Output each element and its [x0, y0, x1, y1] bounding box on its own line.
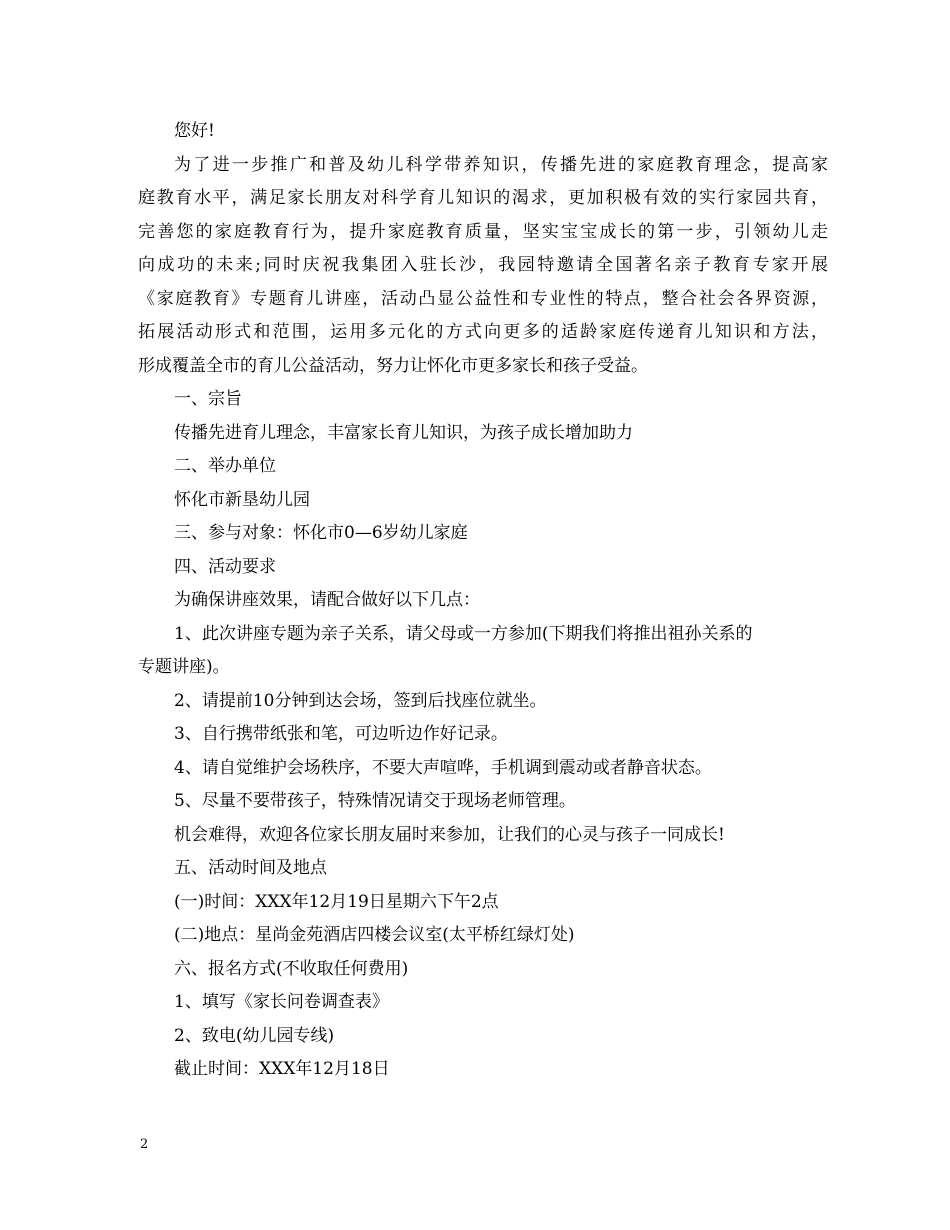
document-body	[138, 115, 828, 1087]
text-line: 机会难得，欢迎各位家长朋友届时来参加，让我们的心灵与孩子一同成长!	[174, 824, 725, 845]
text-line: 四、活动要求	[174, 556, 276, 577]
text-line: 一、宗旨	[174, 389, 242, 409]
text-line: 3、自行携带纸张和笔，可边听边作好记录。	[174, 724, 508, 744]
text-line: 庭教育水平，满足家长朋友对科学育儿知识的渴求，更加积极有效的实行家园共育，	[138, 188, 828, 208]
text-line: (二)地点：星尚金苑酒店四楼会议室(太平桥红绿灯处)	[174, 925, 575, 945]
text-line: (一)时间：XXX年12月19日星期六下午2点	[174, 891, 499, 912]
text-line: 1、填写《家长问卷调查表》	[174, 992, 389, 1012]
text-line: 5、尽量不要带孩子，特殊情况请交于现场老师管理。	[174, 791, 576, 811]
text-line: 传播先进育儿理念，丰富家长育儿知识，为孩子成长增加助力	[174, 422, 633, 443]
text-line: 您好!	[174, 121, 215, 141]
text-line: 1、此次讲座专题为亲子关系，请父母或一方参加(下期我们将推出祖孙关系的	[174, 623, 753, 644]
text-line: 五、活动时间及地点	[174, 858, 327, 878]
text-line: 怀化市新垦幼儿园	[174, 489, 310, 510]
text-line: 截止时间：XXX年12月18日	[174, 1059, 390, 1079]
text-line: 六、报名方式(不收取任何费用)	[174, 958, 409, 979]
text-line: 拓展活动形式和范围，运用多元化的方式向更多的适龄家庭传递育儿知识和方法，	[138, 322, 828, 342]
text-line: 为了进一步推广和普及幼儿科学带养知识，传播先进的家庭教育理念，提高家	[174, 154, 828, 175]
text-line: 专题讲座)。	[138, 657, 230, 677]
text-line: 完善您的家庭教育行为，提升家庭教育质量，坚实宝宝成长的第一步，引领幼儿走	[138, 221, 828, 242]
page-number: 2	[140, 1137, 149, 1152]
text-line: 为确保讲座效果，请配合做好以下几点：	[174, 590, 480, 610]
text-line: 二、举办单位	[174, 456, 276, 476]
text-line: 三、参与对象：怀化市0—6岁幼儿家庭	[174, 523, 468, 543]
text-line: 2、请提前10分钟到达会场，签到后找座位就坐。	[174, 690, 547, 711]
text-line: 4、请自觉维护会场秩序，不要大声喧哗，手机调到震动或者静音状态。	[174, 757, 712, 778]
text-line: 《家庭教育》专题育儿讲座，活动凸显公益性和专业性的特点，整合社会各界资源，	[138, 288, 828, 309]
text-line: 2、致电(幼儿园专线)	[174, 1025, 335, 1046]
text-line: 形成覆盖全市的育儿公益活动，努力让怀化市更多家长和孩子受益。	[138, 355, 648, 376]
text-line: 向成功的未来;同时庆祝我集团入驻长沙，我园特邀请全国著名亲子教育专家开展	[138, 255, 828, 275]
